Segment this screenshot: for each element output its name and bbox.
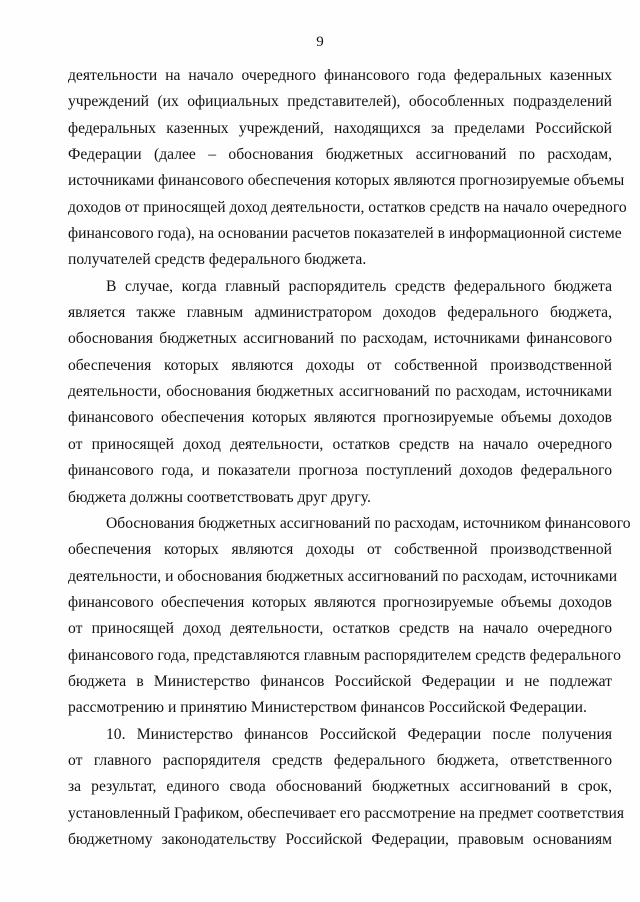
text-line: получателей средств федерального бюджета. <box>68 251 367 269</box>
text-line: обеспечения которых являются доходы от собственной производственной <box>68 356 612 374</box>
text-line: учреждений (их официальных представителей), обособленных подразделений <box>68 93 612 111</box>
text-line: бюджета в Министерство финансов Российской Федерации и не подлежат <box>68 672 612 690</box>
text-line: деятельности, и обоснования бюджетных ассигнований по расходам, источниками <box>68 567 618 585</box>
text-line: федеральных казенных учреждений, находящихся за пределами Российской <box>68 119 612 137</box>
text-line: Обоснования бюджетных ассигнований по расходам, источником финансового <box>106 514 631 532</box>
text-line: доходов от приносящей доход деятельности, остатков средств на начало очередного <box>68 198 627 216</box>
text-line: финансового года, и показатели прогноза поступлений доходов федерального <box>68 462 612 480</box>
text-line: В случае, когда главный распорядитель средств федерального бюджета <box>106 277 612 295</box>
text-line: за результат, единого свода обоснований бюджетных ассигнований в срок, <box>68 778 612 796</box>
text-line: бюджета должны соответствовать друг другу. <box>68 488 371 506</box>
text-line: Федерации (далее – обоснования бюджетных ассигнований по расходам, <box>68 146 612 164</box>
text-line: 10. Министерство финансов Российской Федерации после получения <box>106 725 612 743</box>
text-line: обоснования бюджетных ассигнований по расходам, источниками финансового <box>68 330 612 348</box>
text-line: обеспечения которых являются доходы от собственной производственной <box>68 541 612 559</box>
body-text <box>68 63 631 853</box>
text-line: финансового года), на основании расчетов показателей в информационной системе <box>68 225 622 243</box>
text-line: от приносящей доход деятельности, остатков средств на начало очередного <box>68 620 612 638</box>
text-line: является также главным администратором доходов федерального бюджета, <box>68 304 612 322</box>
text-line: финансового года, представляются главным распорядителем средств федерального <box>68 646 621 664</box>
text-line: источниками финансового обеспечения которых являются прогнозируемые объемы <box>68 172 625 190</box>
text-line: от приносящей доход деятельности, остатков средств на начало очередного <box>68 435 612 453</box>
text-line: бюджетному законодательству Российской Федерации, правовым основаниям <box>68 830 612 848</box>
text-line: деятельности, обоснования бюджетных ассигнований по расходам, источниками <box>68 383 612 401</box>
text-line: рассмотрению и принятию Министерством финансов Российской Федерации. <box>68 699 587 717</box>
text-line: установленный Графиком, обеспечивает его рассмотрение на предмет соответствия <box>68 804 625 822</box>
text-line: деятельности на начало очередного финансового года федеральных казенных <box>68 67 612 84</box>
page-number: 9 <box>316 34 324 50</box>
text-line: финансового обеспечения которых являются прогнозируемые объемы доходов <box>68 409 612 427</box>
text-line: финансового обеспечения которых являются прогнозируемые объемы доходов <box>68 593 612 611</box>
text-line: от главного распорядителя средств федерального бюджета, ответственного <box>68 751 612 769</box>
